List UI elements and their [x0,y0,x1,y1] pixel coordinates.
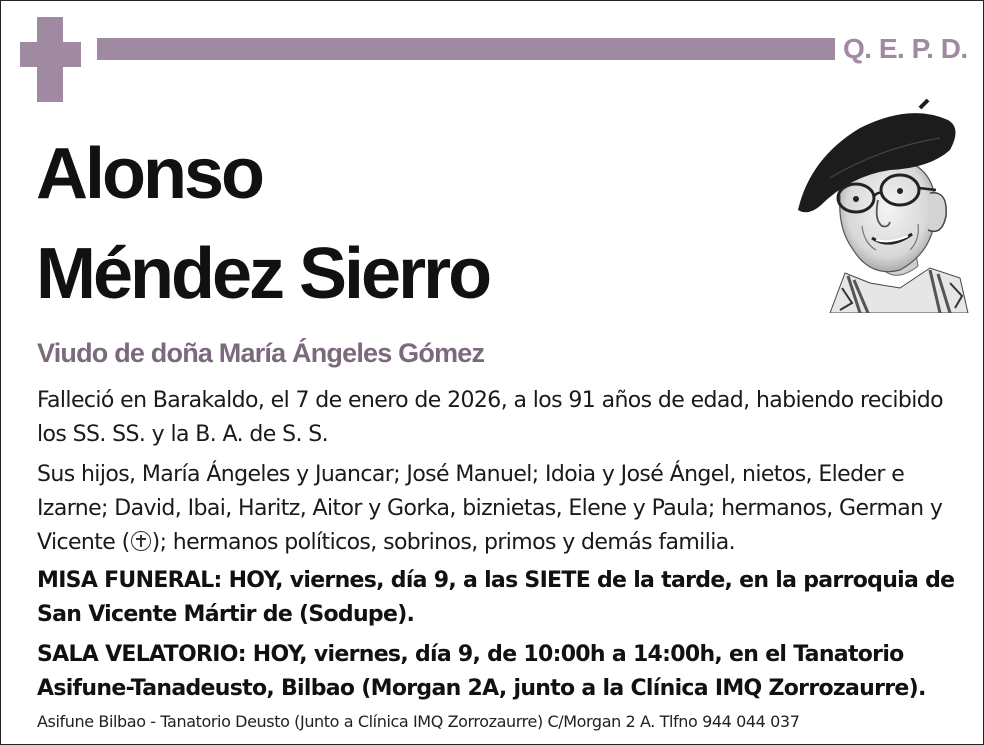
funeral-home-footer: Asifune Bilbao - Tanatorio Deusto (Junto a Clínica IMQ Zorrozaurre) C/Morgan 2 A. Tlfno 944 044 037 [37,712,800,731]
deceased-surnames: Méndez Sierro [36,234,490,314]
family-paragraph [37,458,955,560]
qepd-label: Q. E. P. D. [843,33,968,64]
cross-horizontal-bar [20,42,81,67]
deceased-first-name: Alonso [36,134,262,214]
wake-room-paragraph: SALA VELATORIO: HOY, viernes, día 9, de 10:00h a 14:00h, en el Tanatorio Asifune-Tanadeusto, Bilbao (Morgan 2A, junto a la Clínica IMQ Zorrozaurre). [37,642,926,701]
header-bar [97,38,835,60]
family-text-start: Sus hijos, María Ángeles y Juancar; José Manuel; Idoia y José Ángel, nietos, Eleder e Izarne; David, Ibai, Haritz, Aitor y Gorka, biznietas, Elene y Paula; hermanos, German y Vicente ( [37,462,943,555]
widow-of-line: Viudo de doña María Ángeles Gómez [37,338,485,368]
death-notice-paragraph: Falleció en Barakaldo, el 7 de enero de 2026, a los 91 años de edad, habiendo recibido los SS. SS. y la B. A. de S. S. [37,388,943,447]
circled-cross-icon [131,531,151,551]
funeral-mass-paragraph: MISA FUNERAL: HOY, viernes, día 9, a las SIETE de la tarde, en la parroquia de San Vicente Mártir de (Sodupe). [37,568,955,627]
family-text-end: ); hermanos políticos, sobrinos, primos y demás familia. [151,530,735,555]
deceased-portrait [790,98,970,313]
